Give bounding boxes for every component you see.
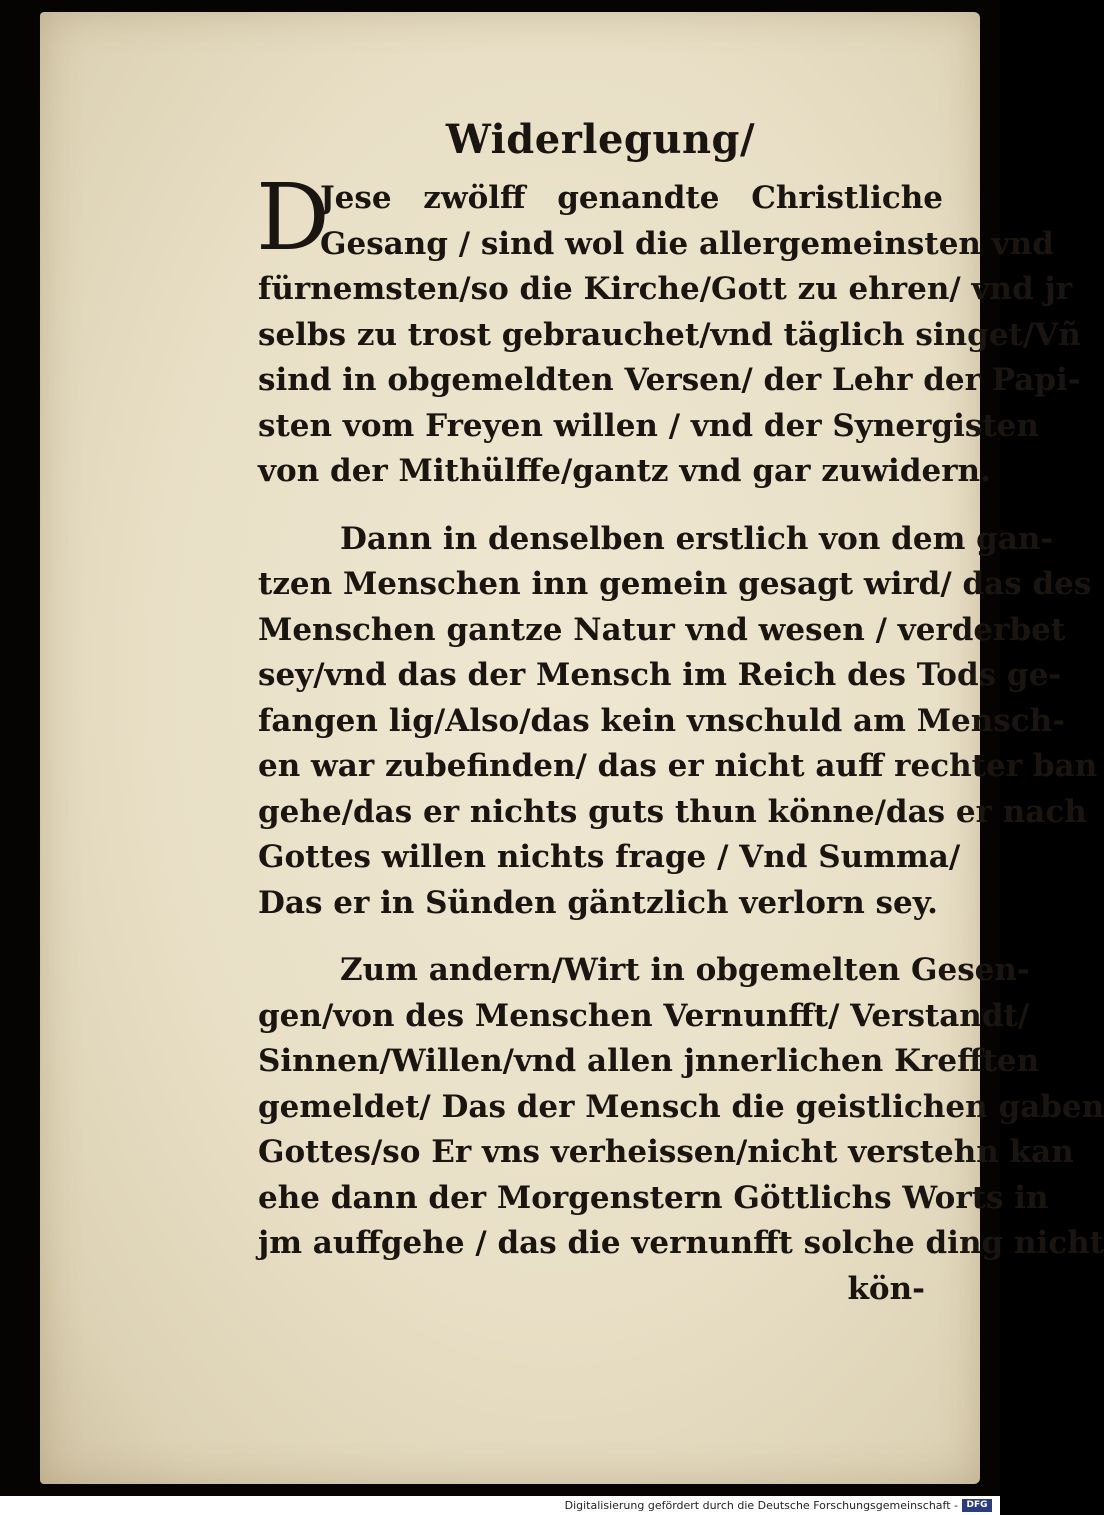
- paragraph-3: [258, 948, 1104, 1267]
- text-line: Jese zwölff genandte Christliche: [320, 180, 943, 216]
- page-heading: Widerlegung/: [445, 116, 756, 163]
- text-line: fangen lig/Also/das kein vnschuld am Mensch-: [258, 702, 1066, 739]
- text-line: jm auffgehe / das die vernunfft solche ding nicht: [258, 1225, 1104, 1261]
- text-line: Dann in denselben erstlich von dem gan-: [340, 520, 1054, 557]
- page-text-block: [256, 112, 1104, 1312]
- text-line: Zum andern/Wirt in obgemelten Gesen-: [340, 952, 1030, 988]
- book-page: [40, 12, 1104, 1484]
- footer-bar: [0, 1496, 1000, 1515]
- text-line: ehe dann der Morgenstern Göttlichs Worts in: [258, 1179, 1049, 1216]
- text-line: gehe/das er nichts guts thun könne/das er nach: [258, 793, 1087, 830]
- text-line: en war zubefinden/ das er nicht auff rechter ban: [258, 748, 1098, 784]
- paragraph-2: [258, 517, 1098, 927]
- dfg-logo-icon: DFG: [962, 1499, 992, 1512]
- text-line: gen/von des Menschen Vernunfft/ Verstandt/: [258, 997, 1030, 1034]
- text-line: tzen Menschen inn gemein gesagt wird/ das des: [258, 566, 1092, 602]
- text-line: Gottes willen nichts frage / Vnd Summa/: [258, 839, 961, 875]
- text-line: sey/vnd das der Mensch im Reich des Tods ge-: [258, 657, 1062, 693]
- text-line: sten vom Freyen willen / vnd der Synergisten: [258, 407, 1039, 444]
- text-line: von der Mithülffe/gantz vnd gar zuwidern.: [258, 453, 991, 489]
- text-line: Gesang / sind wol die allergemeinsten vnd: [320, 225, 1054, 262]
- paragraph-1: [256, 164, 1081, 495]
- text-line: Gottes/so Er vns verheissen/nicht verstehn kan: [258, 1134, 1074, 1170]
- text-line: fürnemsten/so die Kirche/Gott zu ehren/ vnd jr: [258, 271, 1073, 307]
- catchword: kön-: [847, 1270, 925, 1307]
- text-line: gemeldet/ Das der Mensch die geistlichen gaben: [258, 1088, 1104, 1125]
- drop-cap-initial: D: [256, 164, 330, 271]
- text-line: Das er in Sünden gäntzlich verlorn sey.: [258, 884, 938, 921]
- text-line: Menschen gantze Natur vnd wesen / verderbet: [258, 611, 1066, 648]
- text-line: selbs zu trost gebrauchet/vnd täglich singet/Vñ: [258, 316, 1081, 353]
- footer-credit: Digitalisierung gefördert durch die Deutsche Forschungsgemeinschaft -: [564, 1499, 958, 1512]
- text-line: sind in obgemeldten Versen/ der Lehr der Papi-: [258, 362, 1081, 398]
- text-line: Sinnen/Willen/vnd allen jnnerlichen Krefften: [258, 1043, 1040, 1079]
